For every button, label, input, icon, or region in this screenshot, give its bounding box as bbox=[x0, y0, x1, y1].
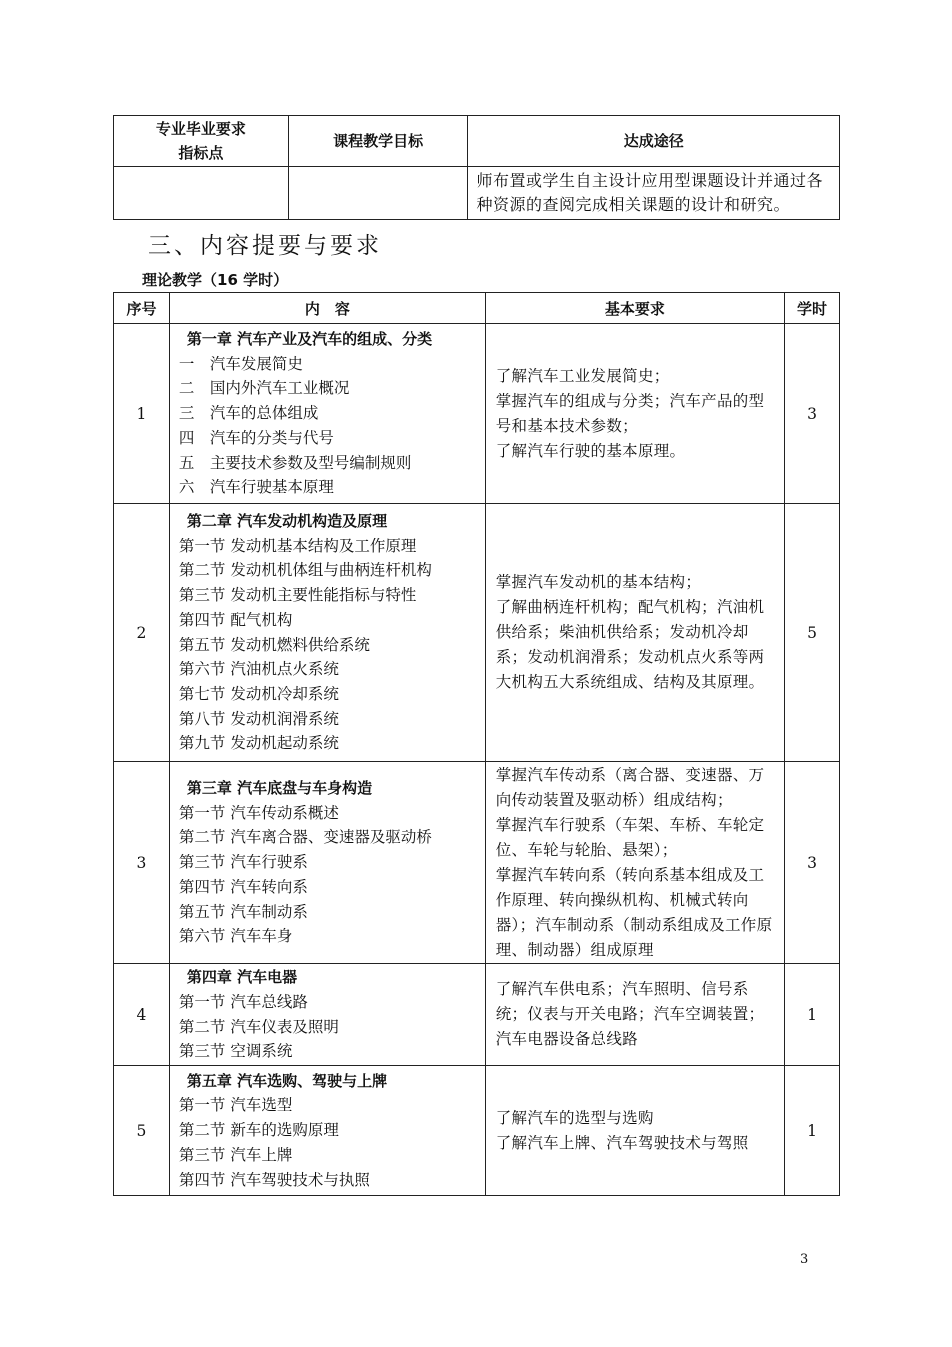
header-indicator bbox=[114, 116, 289, 167]
table-row bbox=[114, 324, 840, 504]
row-number: 1 bbox=[114, 324, 170, 504]
chapter-title: 第一章 汽车产业及汽车的组成、分类 bbox=[186, 330, 433, 349]
section-item: 第一节 发动机基本结构及工作原理 bbox=[178, 536, 417, 555]
row-content bbox=[169, 1066, 485, 1196]
row-content bbox=[169, 964, 485, 1066]
row-requirement: 了解汽车的选型与选购 了解汽车上牌、汽车驾驶技术与驾照 bbox=[485, 1066, 784, 1196]
section-item: 四 汽车的分类与代号 bbox=[178, 428, 334, 447]
section-item: 第七节 发动机冷却系统 bbox=[178, 684, 339, 703]
section-item: 第五节 汽车制动系 bbox=[178, 902, 308, 921]
section-item: 第二节 汽车离合器、变速器及驱动桥 bbox=[178, 828, 432, 847]
row-content bbox=[169, 762, 485, 964]
graduation-requirements-table bbox=[113, 115, 840, 220]
row-content bbox=[169, 504, 485, 762]
section-item: 第三节 汽车上牌 bbox=[178, 1145, 293, 1164]
row-number: 4 bbox=[114, 964, 170, 1066]
cell-approach: 师布置或学生自主设计应用型课题设计并通过各种资源的查阅完成相关课题的设计和研究。 bbox=[468, 167, 840, 220]
section-item: 三 汽车的总体组成 bbox=[178, 404, 319, 423]
header-objective: 课程教学目标 bbox=[288, 116, 468, 167]
section-item: 第六节 汽油机点火系统 bbox=[178, 660, 339, 679]
page-number: 3 bbox=[800, 1252, 809, 1267]
section-item: 一 汽车发展简史 bbox=[178, 354, 303, 373]
row-number: 5 bbox=[114, 1066, 170, 1196]
section-item: 第二节 新车的选购原理 bbox=[178, 1121, 339, 1140]
row-number: 3 bbox=[114, 762, 170, 964]
section-item: 第三节 汽车行驶系 bbox=[178, 853, 308, 872]
section-item: 第九节 发动机起动系统 bbox=[178, 734, 339, 753]
row-hours: 5 bbox=[785, 504, 840, 762]
row-hours: 3 bbox=[785, 324, 840, 504]
row-requirement: 了解汽车供电系；汽车照明、信号系统；仪表与开关电路；汽车空调装置；汽车电器设备总线路 bbox=[485, 964, 784, 1066]
chapter-title: 第五章 汽车选购、驾驶与上牌 bbox=[186, 1071, 388, 1090]
section-item: 第二节 汽车仪表及照明 bbox=[178, 1017, 339, 1036]
table-row bbox=[114, 504, 840, 762]
row-hours: 1 bbox=[785, 1066, 840, 1196]
section-item: 第四节 汽车驾驶技术与执照 bbox=[178, 1170, 370, 1189]
row-content bbox=[169, 324, 485, 504]
row-requirement: 掌握汽车发动机的基本结构； 了解曲柄连杆机构；配气机构；汽油机供给系；柴油机供给系；发动机冷却系；发动机润滑系；发动机点火系等两大机构五大系统组成、结构及其原理。 bbox=[485, 504, 784, 762]
section-item: 第一节 汽车总线路 bbox=[178, 992, 308, 1011]
row-requirement: 掌握汽车传动系（离合器、变速器、万向传动装置及驱动桥）组成结构； 掌握汽车行驶系（车架、车桥、车轮定位、车轮与轮胎、悬架）； 掌握汽车转向系（转向系基本组成及工作原理、转向操纵机构、机械式转向器）；汽车制动系（制动系组成及工作原理、制动器）组成原理 bbox=[485, 762, 784, 964]
header-content: 内 容 bbox=[169, 293, 485, 324]
section-heading: 三、内容提要与要求 bbox=[148, 233, 382, 259]
section-item: 第一节 汽车选型 bbox=[178, 1096, 293, 1115]
row-hours: 1 bbox=[785, 964, 840, 1066]
chapter-title: 第三章 汽车底盘与车身构造 bbox=[186, 779, 373, 798]
sub-heading: 理论教学（16 学时） bbox=[142, 271, 289, 289]
section-item: 第八节 发动机润滑系统 bbox=[178, 709, 339, 728]
section-item: 第一节 汽车传动系概述 bbox=[178, 803, 339, 822]
section-item: 二 国内外汽车工业概况 bbox=[178, 379, 350, 398]
header-hours: 学时 bbox=[785, 293, 840, 324]
theory-teaching-table bbox=[113, 292, 840, 1196]
section-item: 第二节 发动机机体组与曲柄连杆机构 bbox=[178, 561, 432, 580]
section-item: 第四节 汽车转向系 bbox=[178, 877, 308, 896]
section-item: 第三节 发动机主要性能指标与特性 bbox=[178, 586, 417, 605]
section-item: 第六节 汽车车身 bbox=[178, 927, 293, 946]
header-requirement: 基本要求 bbox=[485, 293, 784, 324]
section-item: 第三节 空调系统 bbox=[178, 1042, 293, 1061]
chapter-title: 第二章 汽车发动机构造及原理 bbox=[186, 511, 388, 530]
chapter-title: 第四章 汽车电器 bbox=[186, 968, 298, 987]
cell-indicator bbox=[114, 167, 289, 220]
section-item: 第四节 配气机构 bbox=[178, 610, 293, 629]
row-number: 2 bbox=[114, 504, 170, 762]
row-requirement: 了解汽车工业发展简史； 掌握汽车的组成与分类；汽车产品的型号和基本技术参数； 了解汽车行驶的基本原理。 bbox=[485, 324, 784, 504]
section-item: 第五节 发动机燃料供给系统 bbox=[178, 635, 370, 654]
header-number: 序号 bbox=[114, 293, 170, 324]
header-indicator-text: 专业毕业要求 指标点 bbox=[155, 120, 246, 162]
table-row bbox=[114, 964, 840, 1066]
table-row bbox=[114, 1066, 840, 1196]
table-row bbox=[114, 762, 840, 964]
section-item: 五 主要技术参数及型号编制规则 bbox=[178, 453, 412, 472]
row-hours: 3 bbox=[785, 762, 840, 964]
cell-objective bbox=[288, 167, 468, 220]
header-approach: 达成途径 bbox=[468, 116, 840, 167]
section-item: 六 汽车行驶基本原理 bbox=[178, 478, 334, 497]
